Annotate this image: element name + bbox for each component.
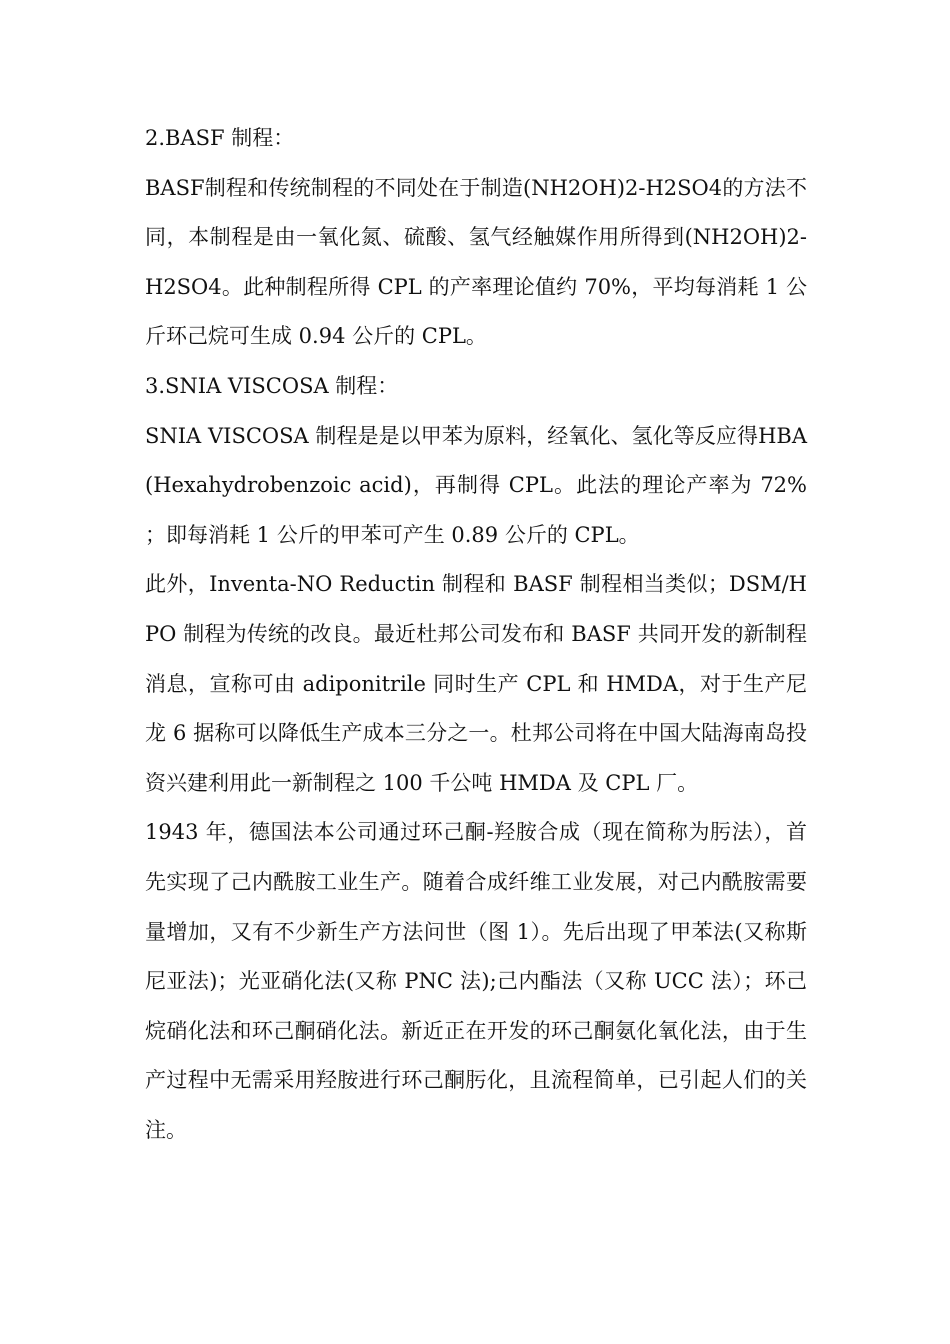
paragraph-history: 1943 年，德国法本公司通过环己酮-羟胺合成（现在简称为肟法），首先实现了己内酰胺工业生产。随着合成纤维工业发展，对己内酰胺需要量增加，又有不少新生产方法问世（图 1）。先后出现了甲苯法(又称斯尼亚法)；光亚硝化法(又称 PNC 法);己内酯法（又称 UCC 法）；环己烷硝化法和环己酮硝化法。新近正在开发的环己酮氨化氧化法，由于生产过程中无需采用羟胺进行环己酮肟化，且流程简单，已引起人们的关注。 [145, 820, 807, 1142]
paragraph-other-processes: 此外，Inventa-NO Reductin 制程和 BASF 制程相当类似；DSM/HPO 制程为传统的改良。最近杜邦公司发布和 BASF 共同开发的新制程消息，宣称可由 adiponitrile 同时生产 CPL 和 HMDA，对于生产尼龙 6 据称可以降低生产成本三分之一。杜邦公司将在中国大陆海南岛投资兴建利用此一新制程之 100 千公吨 HMDA 及 CPL 厂。 [145, 572, 807, 795]
paragraph-basf-process: BASF制程和传统制程的不同处在于制造(NH2OH)2-H2SO4的方法不同，本制程是由一氧化氮、硫酸、氢气经触媒作用所得到(NH2OH)2-H2SO4。此种制程所得 CPL 的产率理论值约 70%，平均每消耗 1 公斤环己烷可生成 0.94 公斤的 CPL。 [145, 175, 807, 349]
paragraph-snia-viscosa-process: SNIA VISCOSA 制程是是以甲苯为原料，经氧化、氢化等反应得HBA(Hexahydrobenzoic acid)，再制得 CPL。此法的理论产率为 72%；即每消耗 1 公斤的甲苯可产生 0.89 公斤的 CPL。 [145, 423, 807, 547]
section-heading-snia-viscosa: 3.SNIA VISCOSA 制程： [145, 373, 399, 398]
section-heading-basf: 2.BASF 制程： [145, 126, 295, 150]
document-body [145, 114, 807, 1155]
